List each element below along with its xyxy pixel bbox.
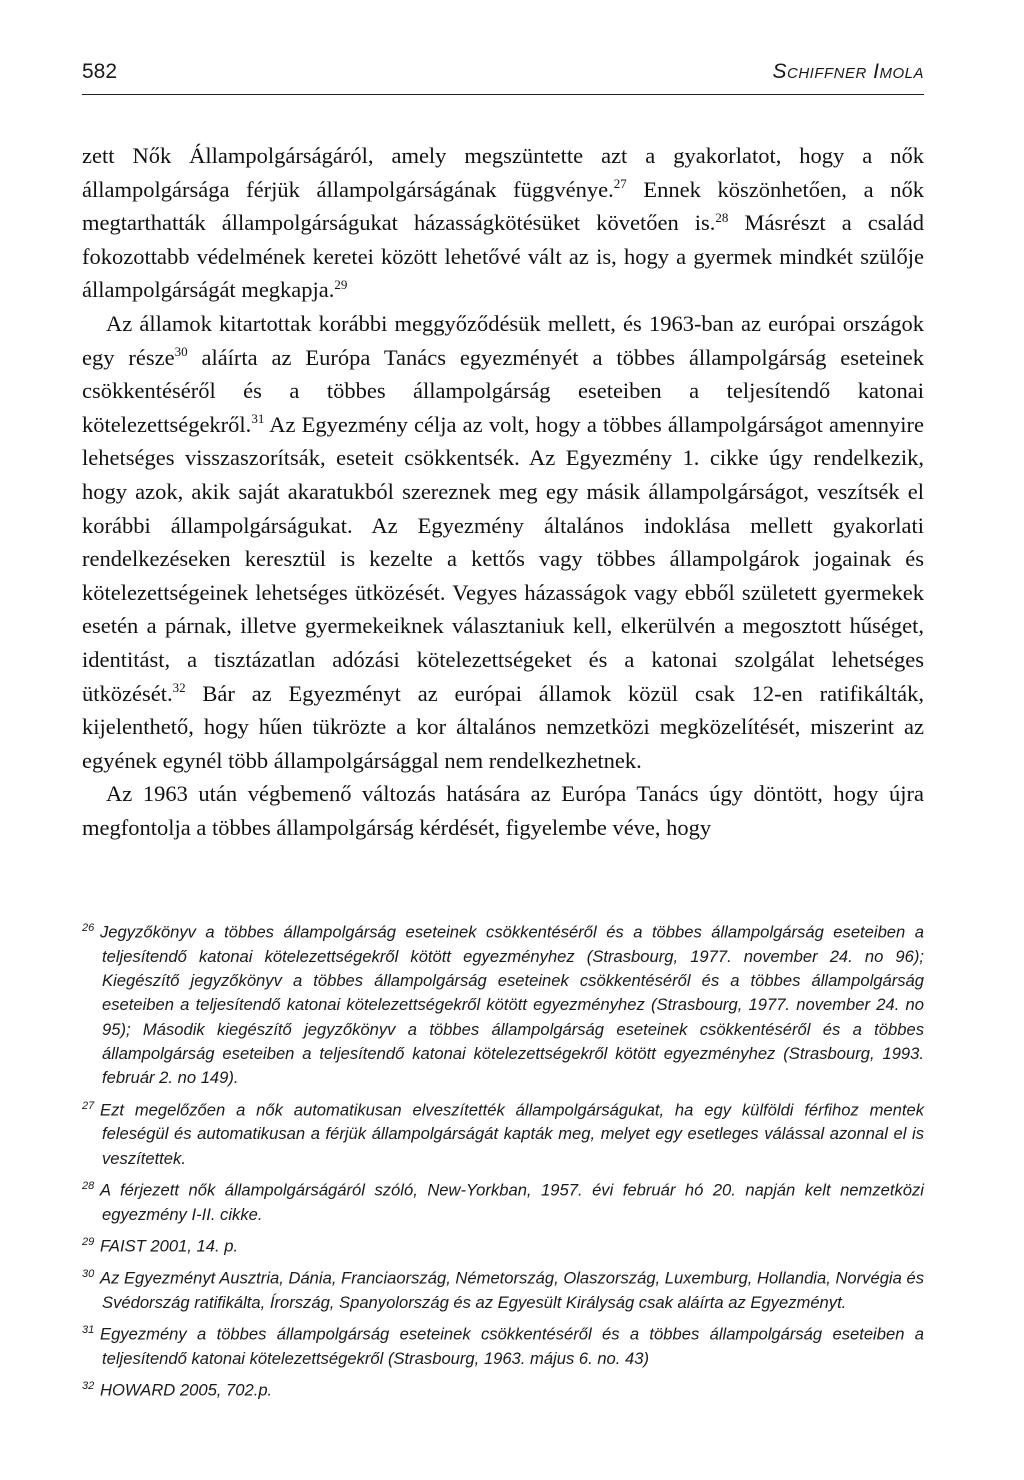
footnote-ref[interactable]: 30 — [174, 344, 188, 360]
paragraph-text: Bár az Egyezményt az európai államok közül csak 12-en ratifikálták, kijelenthető, hogy hűen tükrözte a kor általános nemzetközi megközelítését, miszerint az egyének egynél több állampolgársággal nem rendelkezhetnek. — [82, 680, 924, 773]
footnote-text: Jegyzőkönyv a többes állampolgárság eseteinek csökkentéséről és a többes állampolgárság eseteiben a teljesítendő katonai kötelezettségekről kötött egyezményhez (Strasbourg, 1977. november 24. no 96); Kiegészítő jegyzőkönyv a többes állampolgárság eseteinek csökkentéséről és a többes állampolgárság eseteiben a teljesítendő katonai kötelezettségekről kötött egyezményhez (Strasbourg, 1977. november 24. no 95); Második kiegészítő jegyzőkönyv a többes állampolgárság eseteinek csökkentéséről és a többes állampolgárság eseteiben a teljesítendő katonai kötelezettségekről kötött egyezményhez (Strasbourg, 1993. február 2. no 149). — [100, 922, 924, 1088]
footnote-ref[interactable]: 29 — [334, 276, 348, 292]
body-paragraph — [82, 777, 924, 844]
footnote-text: FAIST 2001, 14. p. — [100, 1236, 239, 1256]
footnote-number: 26 — [82, 922, 95, 934]
footnote-text: Egyezmény a többes állampolgárság eseteinek csökkentéséről és a többes állampolgárság eseteiben a teljesítendő katonai kötelezettségekről (Strasbourg, 1963. május 6. no. 43) — [100, 1324, 924, 1368]
footnote — [82, 916, 924, 1091]
footnote — [82, 1374, 924, 1403]
footnote-ref[interactable]: 27 — [613, 176, 627, 192]
footnote-number: 30 — [82, 1267, 95, 1280]
footnote-number: 32 — [82, 1380, 95, 1393]
footnote-text: HOWARD 2005, 702.p. — [100, 1380, 273, 1400]
footnote-number: 31 — [82, 1324, 95, 1337]
footnote — [82, 1262, 924, 1315]
footnote-text: Az Egyezményt Ausztria, Dánia, Franciaország, Németország, Olaszország, Luxemburg, Hollandia, Norvégia és Svédország ratifikálta, Írország, Spanyolország és az Egyesült Királyság csak aláírta az Egyezményt. — [100, 1268, 924, 1312]
page-number: 582 — [82, 60, 118, 83]
footnote-ref[interactable]: 28 — [715, 209, 729, 225]
footnote — [82, 1094, 924, 1171]
body-paragraph — [82, 139, 924, 307]
running-author: Schiffner Imola — [772, 60, 924, 83]
footnote-number: 28 — [82, 1180, 95, 1193]
footnote-number: 27 — [82, 1099, 95, 1112]
paragraph-text: Ennek köszönhetően, a nők megtarthatták állampolgárságukat házasságkötésüket követően is. — [82, 176, 924, 236]
footnote-ref[interactable]: 32 — [172, 680, 186, 695]
footnotes — [82, 916, 924, 1406]
running-header — [82, 60, 924, 95]
document-page — [82, 60, 924, 844]
footnote-text: A férjezett nők állampolgárságáról szóló, New-Yorkban, 1957. évi február hó 20. napján kelt nemzetközi egyezmény I-II. cikke. — [100, 1180, 924, 1224]
paragraph-text: Az államok kitartottak korábbi meggyőződésük mellett, és 1963-ban az európai országok egy része — [82, 310, 924, 370]
paragraph-text: Másrészt a család fokozottabb védelmének keretei között lehetővé vált az is, hogy a gyermek mindkét szülője állampolgárságát megkapja. — [82, 210, 924, 303]
body-paragraph — [82, 307, 924, 777]
paragraph-text: zett Nők Állampolgárságáról, amely megszüntette azt a gyakorlatot, hogy a nők állampolgársága férjük állampolgárságának függvénye. — [82, 143, 924, 202]
footnote-text: Ezt megelőzően a nők automatikusan elveszítették állampolgárságukat, ha egy külföldi férfihoz mentek feleségül és automatikusan a férjük állampolgárságát kapták meg, melyet egy esetleges válással azonnal el is veszítettek. — [100, 1100, 924, 1168]
body-text — [82, 139, 924, 844]
footnote-ref[interactable]: 31 — [251, 411, 265, 427]
paragraph-text: aláírta az Európa Tanács egyezményét a többes állampolgárság eseteinek csökkentéséről és a többes állampolgárság eseteiben a teljesítendő katonai kötelezettségekről. — [82, 344, 924, 437]
paragraph-text: Az Egyezmény célja az volt, hogy a többes állampolgárságot amennyire lehetséges visszaszorítsák, eseteit csökkentsék. Az Egyezmény 1. cikke úgy rendelkezik, hogy azok, akik saját akaratukból szereznek meg egy másik állampolgárságot, veszítsék el korábbi állampolgárságukat. Az Egyezmény általános indoklása mellett gyakorlati rendelkezéseken keresztül is kezelte a kettős vagy többes állampolgárok jogainak és kötelezettségeinek lehetséges ütközését. Vegyes házasságok vagy ebből született gyermekek esetén a párnak, illetve gyermekeiknek választaniuk kell, elkerülvén a megosztott hűséget, identitást, a tisztázatlan adózási kötelezettségeket és a katonai szolgálat lehetséges ütközését. — [82, 411, 924, 706]
footnote — [82, 1230, 924, 1259]
footnote-number: 29 — [82, 1236, 95, 1249]
paragraph-text: Az 1963 után végbemenő változás hatására az Európa Tanács úgy döntött, hogy újra megfontolja a többes állampolgárság kérdését, figyelembe véve, hogy — [82, 781, 924, 840]
footnote — [82, 1174, 924, 1227]
footnote — [82, 1318, 924, 1371]
